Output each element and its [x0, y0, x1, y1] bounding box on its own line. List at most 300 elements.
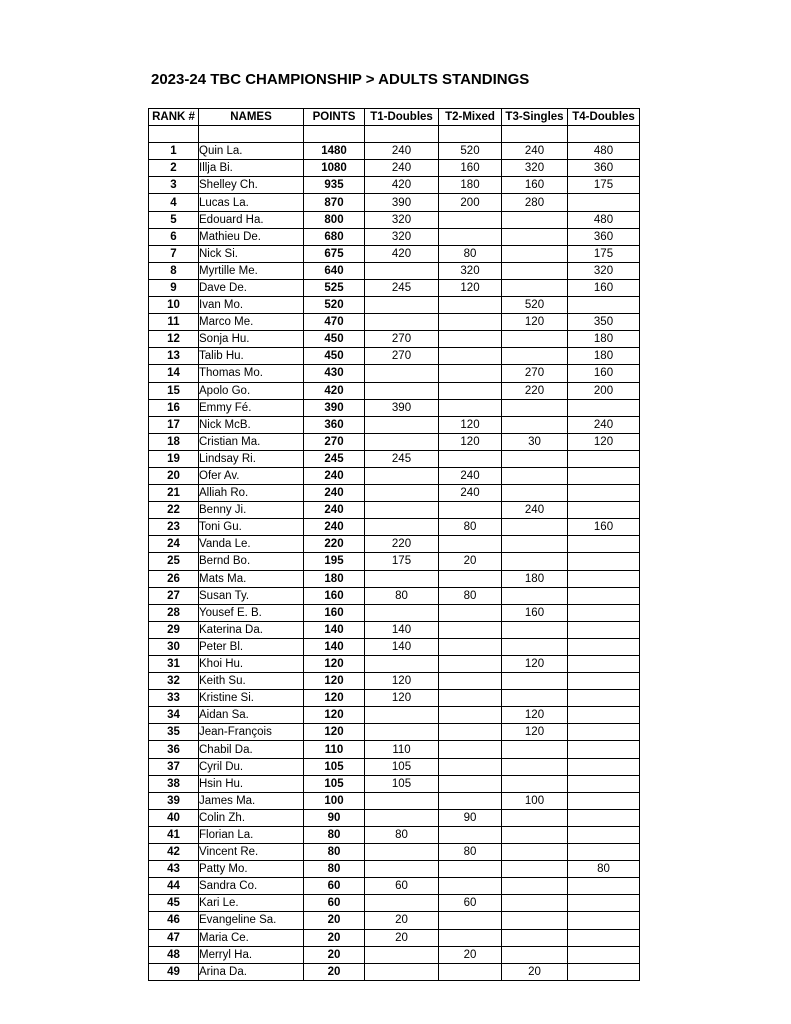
t3-singles-cell	[502, 245, 568, 262]
t2-mixed-cell: 160	[439, 160, 502, 177]
rank-cell: 48	[149, 946, 199, 963]
standings-table	[148, 108, 640, 981]
name-cell: Peter Bl.	[199, 638, 304, 655]
t3-singles-cell	[502, 690, 568, 707]
points-cell: 240	[304, 485, 365, 502]
rank-cell: 15	[149, 382, 199, 399]
t2-mixed-cell	[439, 707, 502, 724]
t4-doubles-cell: 360	[568, 228, 640, 245]
name-cell: Evangeline Sa.	[199, 912, 304, 929]
name-cell: Jean-François	[199, 724, 304, 741]
name-cell: Benny Ji.	[199, 502, 304, 519]
t1-doubles-cell	[365, 656, 439, 673]
points-cell: 870	[304, 194, 365, 211]
rank-cell: 45	[149, 895, 199, 912]
table-row	[149, 194, 640, 211]
t2-mixed-cell: 80	[439, 587, 502, 604]
t4-doubles-cell: 360	[568, 160, 640, 177]
t3-singles-cell	[502, 553, 568, 570]
t1-doubles-cell	[365, 707, 439, 724]
t3-singles-cell	[502, 621, 568, 638]
t3-singles-cell	[502, 485, 568, 502]
t3-singles-cell	[502, 331, 568, 348]
name-cell: Vincent Re.	[199, 844, 304, 861]
t2-mixed-cell	[439, 690, 502, 707]
rank-cell: 26	[149, 570, 199, 587]
t2-mixed-cell	[439, 348, 502, 365]
t3-singles-cell	[502, 279, 568, 296]
t1-doubles-cell: 270	[365, 348, 439, 365]
rank-cell: 42	[149, 844, 199, 861]
table-row	[149, 519, 640, 536]
t2-mixed-cell	[439, 792, 502, 809]
t4-doubles-cell: 180	[568, 331, 640, 348]
rank-cell: 38	[149, 775, 199, 792]
t2-mixed-cell	[439, 912, 502, 929]
t3-singles-cell	[502, 861, 568, 878]
t1-doubles-cell: 80	[365, 587, 439, 604]
name-cell: Toni Gu.	[199, 519, 304, 536]
t1-doubles-cell: 420	[365, 177, 439, 194]
table-row	[149, 673, 640, 690]
t4-doubles-cell	[568, 570, 640, 587]
name-cell: Cristian Ma.	[199, 433, 304, 450]
rank-cell: 20	[149, 467, 199, 484]
t3-singles-cell: 120	[502, 314, 568, 331]
t3-singles-cell: 320	[502, 160, 568, 177]
t4-doubles-cell: 200	[568, 382, 640, 399]
rank-cell: 32	[149, 673, 199, 690]
name-cell: Shelley Ch.	[199, 177, 304, 194]
t2-mixed-cell: 240	[439, 485, 502, 502]
table-row	[149, 758, 640, 775]
t4-doubles-cell	[568, 553, 640, 570]
t3-singles-cell	[502, 895, 568, 912]
rank-cell: 6	[149, 228, 199, 245]
rank-cell: 8	[149, 262, 199, 279]
t3-singles-cell	[502, 228, 568, 245]
name-cell: Khoi Hu.	[199, 656, 304, 673]
t4-doubles-cell	[568, 946, 640, 963]
points-cell: 20	[304, 912, 365, 929]
t3-singles-cell	[502, 450, 568, 467]
t4-doubles-cell	[568, 895, 640, 912]
t4-doubles-cell: 160	[568, 279, 640, 296]
rank-cell: 4	[149, 194, 199, 211]
t3-singles-cell	[502, 673, 568, 690]
rank-cell: 34	[149, 707, 199, 724]
name-cell: Myrtille Me.	[199, 262, 304, 279]
t4-doubles-cell: 175	[568, 245, 640, 262]
t4-doubles-cell	[568, 194, 640, 211]
t1-doubles-cell: 245	[365, 450, 439, 467]
rank-cell: 14	[149, 365, 199, 382]
t1-doubles-cell: 105	[365, 758, 439, 775]
name-cell: Lucas La.	[199, 194, 304, 211]
table-row	[149, 946, 640, 963]
table-row	[149, 331, 640, 348]
table-row	[149, 143, 640, 160]
t1-doubles-cell	[365, 365, 439, 382]
points-cell: 525	[304, 279, 365, 296]
rank-cell: 37	[149, 758, 199, 775]
table-row	[149, 878, 640, 895]
table-row	[149, 809, 640, 826]
t4-doubles-cell	[568, 656, 640, 673]
table-row	[149, 160, 640, 177]
points-cell: 240	[304, 467, 365, 484]
t3-singles-cell	[502, 211, 568, 228]
points-cell: 20	[304, 946, 365, 963]
points-cell: 140	[304, 621, 365, 638]
rank-cell: 19	[149, 450, 199, 467]
name-cell: Ivan Mo.	[199, 297, 304, 314]
t3-singles-cell: 280	[502, 194, 568, 211]
table-row	[149, 707, 640, 724]
t1-doubles-cell	[365, 724, 439, 741]
t1-doubles-cell: 20	[365, 912, 439, 929]
t4-doubles-cell: 160	[568, 365, 640, 382]
points-cell: 390	[304, 399, 365, 416]
table-row	[149, 929, 640, 946]
t3-singles-cell: 20	[502, 963, 568, 980]
rank-cell: 28	[149, 604, 199, 621]
table-row	[149, 604, 640, 621]
t1-doubles-cell: 140	[365, 621, 439, 638]
rank-cell: 47	[149, 929, 199, 946]
table-row	[149, 177, 640, 194]
t1-doubles-cell: 270	[365, 331, 439, 348]
t2-mixed-cell	[439, 929, 502, 946]
t2-mixed-cell: 120	[439, 433, 502, 450]
points-cell: 680	[304, 228, 365, 245]
t4-doubles-cell	[568, 826, 640, 843]
t1-doubles-cell	[365, 570, 439, 587]
t1-doubles-cell: 390	[365, 399, 439, 416]
t4-doubles-cell	[568, 963, 640, 980]
rank-cell: 46	[149, 912, 199, 929]
t4-doubles-cell: 480	[568, 143, 640, 160]
table-row	[149, 502, 640, 519]
points-cell: 110	[304, 741, 365, 758]
points-cell: 120	[304, 656, 365, 673]
table-row	[149, 844, 640, 861]
name-cell: Susan Ty.	[199, 587, 304, 604]
t4-doubles-cell	[568, 724, 640, 741]
t3-singles-cell: 120	[502, 707, 568, 724]
points-cell: 240	[304, 502, 365, 519]
points-cell: 80	[304, 844, 365, 861]
t3-singles-cell	[502, 758, 568, 775]
t4-doubles-cell	[568, 741, 640, 758]
points-cell: 100	[304, 792, 365, 809]
t2-mixed-cell	[439, 297, 502, 314]
t3-singles-cell	[502, 741, 568, 758]
table-row	[149, 314, 640, 331]
t4-doubles-cell	[568, 502, 640, 519]
name-cell: Florian La.	[199, 826, 304, 843]
name-cell: Quin La.	[199, 143, 304, 160]
name-cell: Kristine Si.	[199, 690, 304, 707]
t2-mixed-cell: 60	[439, 895, 502, 912]
t4-doubles-cell: 180	[568, 348, 640, 365]
rank-cell: 49	[149, 963, 199, 980]
t4-doubles-cell	[568, 792, 640, 809]
t2-mixed-cell	[439, 758, 502, 775]
points-cell: 220	[304, 536, 365, 553]
t4-doubles-cell: 80	[568, 861, 640, 878]
t3-singles-cell: 180	[502, 570, 568, 587]
t2-mixed-cell	[439, 331, 502, 348]
t3-singles-cell: 120	[502, 656, 568, 673]
table-row	[149, 228, 640, 245]
rank-cell: 22	[149, 502, 199, 519]
t2-mixed-cell	[439, 878, 502, 895]
points-cell: 1480	[304, 143, 365, 160]
t1-doubles-cell: 240	[365, 160, 439, 177]
name-cell: Marco Me.	[199, 314, 304, 331]
name-cell: Kari Le.	[199, 895, 304, 912]
name-cell: Vanda Le.	[199, 536, 304, 553]
t3-singles-cell	[502, 416, 568, 433]
t4-doubles-cell: 120	[568, 433, 640, 450]
t2-mixed-cell: 80	[439, 519, 502, 536]
points-cell: 675	[304, 245, 365, 262]
rank-cell: 10	[149, 297, 199, 314]
t3-singles-cell	[502, 775, 568, 792]
t3-singles-cell	[502, 262, 568, 279]
table-row	[149, 570, 640, 587]
t4-doubles-cell: 480	[568, 211, 640, 228]
t2-mixed-cell	[439, 228, 502, 245]
table-row	[149, 245, 640, 262]
t4-doubles-cell	[568, 878, 640, 895]
rank-cell: 13	[149, 348, 199, 365]
name-cell: Patty Mo.	[199, 861, 304, 878]
points-cell: 640	[304, 262, 365, 279]
name-cell: Cyril Du.	[199, 758, 304, 775]
t1-doubles-cell: 245	[365, 279, 439, 296]
t4-doubles-cell	[568, 775, 640, 792]
t1-doubles-cell: 240	[365, 143, 439, 160]
name-cell: Alliah Ro.	[199, 485, 304, 502]
name-cell: Edouard Ha.	[199, 211, 304, 228]
t2-mixed-cell	[439, 826, 502, 843]
t2-mixed-cell: 120	[439, 279, 502, 296]
points-cell: 800	[304, 211, 365, 228]
t1-doubles-cell: 320	[365, 228, 439, 245]
table-row	[149, 399, 640, 416]
table-row	[149, 621, 640, 638]
points-cell: 180	[304, 570, 365, 587]
table-row	[149, 297, 640, 314]
t2-mixed-cell	[439, 638, 502, 655]
t3-singles-cell	[502, 809, 568, 826]
name-cell: Sandra Co.	[199, 878, 304, 895]
table-row	[149, 741, 640, 758]
name-cell: Mathieu De.	[199, 228, 304, 245]
t3-singles-cell	[502, 638, 568, 655]
t3-singles-cell: 160	[502, 604, 568, 621]
t2-mixed-cell: 80	[439, 245, 502, 262]
t4-doubles-cell	[568, 587, 640, 604]
name-cell: Colin Zh.	[199, 809, 304, 826]
rank-cell: 12	[149, 331, 199, 348]
table-row	[149, 861, 640, 878]
t2-mixed-cell	[439, 656, 502, 673]
name-cell: Dave De.	[199, 279, 304, 296]
t1-doubles-cell: 220	[365, 536, 439, 553]
t4-doubles-cell	[568, 467, 640, 484]
table-row	[149, 382, 640, 399]
name-cell: Katerina Da.	[199, 621, 304, 638]
t1-doubles-cell	[365, 382, 439, 399]
table-row	[149, 690, 640, 707]
points-cell: 160	[304, 587, 365, 604]
points-cell: 240	[304, 519, 365, 536]
name-cell: Apolo Go.	[199, 382, 304, 399]
rank-cell: 17	[149, 416, 199, 433]
rank-cell: 7	[149, 245, 199, 262]
t2-mixed-cell	[439, 382, 502, 399]
table-row	[149, 485, 640, 502]
t2-mixed-cell	[439, 604, 502, 621]
t4-doubles-cell	[568, 536, 640, 553]
rank-cell: 39	[149, 792, 199, 809]
points-cell: 60	[304, 895, 365, 912]
name-cell: Bernd Bo.	[199, 553, 304, 570]
table-row	[149, 433, 640, 450]
rank-cell: 23	[149, 519, 199, 536]
t1-doubles-cell	[365, 433, 439, 450]
t2-mixed-cell: 240	[439, 467, 502, 484]
rank-cell: 2	[149, 160, 199, 177]
table-row	[149, 724, 640, 741]
t4-doubles-cell	[568, 929, 640, 946]
name-cell: Thomas Mo.	[199, 365, 304, 382]
t4-doubles-cell	[568, 604, 640, 621]
header-t1-doubles: T1-Doubles	[365, 109, 439, 126]
rank-cell: 9	[149, 279, 199, 296]
rank-cell: 25	[149, 553, 199, 570]
t4-doubles-cell	[568, 707, 640, 724]
t2-mixed-cell	[439, 211, 502, 228]
t4-doubles-cell	[568, 758, 640, 775]
t2-mixed-cell	[439, 861, 502, 878]
points-cell: 120	[304, 707, 365, 724]
t3-singles-cell	[502, 844, 568, 861]
t2-mixed-cell: 90	[439, 809, 502, 826]
t4-doubles-cell	[568, 638, 640, 655]
t4-doubles-cell: 320	[568, 262, 640, 279]
table-row	[149, 656, 640, 673]
points-cell: 20	[304, 929, 365, 946]
rank-cell: 1	[149, 143, 199, 160]
rank-cell: 33	[149, 690, 199, 707]
name-cell: Hsin Hu.	[199, 775, 304, 792]
table-row	[149, 211, 640, 228]
t2-mixed-cell: 200	[439, 194, 502, 211]
t2-mixed-cell	[439, 365, 502, 382]
rank-cell: 21	[149, 485, 199, 502]
t3-singles-cell	[502, 878, 568, 895]
t3-singles-cell: 30	[502, 433, 568, 450]
header-points: POINTS	[304, 109, 365, 126]
t4-doubles-cell	[568, 485, 640, 502]
t3-singles-cell	[502, 467, 568, 484]
t2-mixed-cell: 180	[439, 177, 502, 194]
header-t4-doubles: T4-Doubles	[568, 109, 640, 126]
points-cell: 520	[304, 297, 365, 314]
t1-doubles-cell	[365, 604, 439, 621]
t1-doubles-cell	[365, 297, 439, 314]
t4-doubles-cell	[568, 912, 640, 929]
t2-mixed-cell	[439, 741, 502, 758]
t3-singles-cell: 120	[502, 724, 568, 741]
name-cell: Sonja Hu.	[199, 331, 304, 348]
t2-mixed-cell	[439, 724, 502, 741]
rank-cell: 5	[149, 211, 199, 228]
t4-doubles-cell	[568, 809, 640, 826]
points-cell: 20	[304, 963, 365, 980]
t1-doubles-cell	[365, 485, 439, 502]
name-cell: Chabil Da.	[199, 741, 304, 758]
header-names: NAMES	[199, 109, 304, 126]
t4-doubles-cell	[568, 399, 640, 416]
t3-singles-cell	[502, 399, 568, 416]
t4-doubles-cell: 350	[568, 314, 640, 331]
t1-doubles-cell	[365, 519, 439, 536]
t1-doubles-cell	[365, 416, 439, 433]
name-cell: Yousef E. B.	[199, 604, 304, 621]
points-cell: 60	[304, 878, 365, 895]
t1-doubles-cell: 120	[365, 690, 439, 707]
t3-singles-cell	[502, 929, 568, 946]
name-cell: Nick McB.	[199, 416, 304, 433]
t2-mixed-cell: 20	[439, 946, 502, 963]
t1-doubles-cell	[365, 467, 439, 484]
table-row	[149, 895, 640, 912]
points-cell: 470	[304, 314, 365, 331]
table-row	[149, 536, 640, 553]
points-cell: 120	[304, 724, 365, 741]
name-cell: Arina Da.	[199, 963, 304, 980]
t2-mixed-cell: 120	[439, 416, 502, 433]
t1-doubles-cell	[365, 963, 439, 980]
rank-cell: 11	[149, 314, 199, 331]
page-title: 2023-24 TBC CHAMPIONSHIP > ADULTS STANDINGS	[151, 71, 530, 88]
table-row	[149, 912, 640, 929]
rank-cell: 29	[149, 621, 199, 638]
t3-singles-cell: 270	[502, 365, 568, 382]
name-cell: Merryl Ha.	[199, 946, 304, 963]
points-cell: 160	[304, 604, 365, 621]
t1-doubles-cell: 110	[365, 741, 439, 758]
t2-mixed-cell	[439, 570, 502, 587]
points-cell: 90	[304, 809, 365, 826]
t1-doubles-cell: 80	[365, 826, 439, 843]
rank-cell: 43	[149, 861, 199, 878]
points-cell: 1080	[304, 160, 365, 177]
name-cell: Ofer Av.	[199, 467, 304, 484]
rank-cell: 40	[149, 809, 199, 826]
table-row	[149, 365, 640, 382]
t2-mixed-cell: 80	[439, 844, 502, 861]
t3-singles-cell	[502, 946, 568, 963]
rank-cell: 16	[149, 399, 199, 416]
t1-doubles-cell	[365, 895, 439, 912]
rank-cell: 36	[149, 741, 199, 758]
